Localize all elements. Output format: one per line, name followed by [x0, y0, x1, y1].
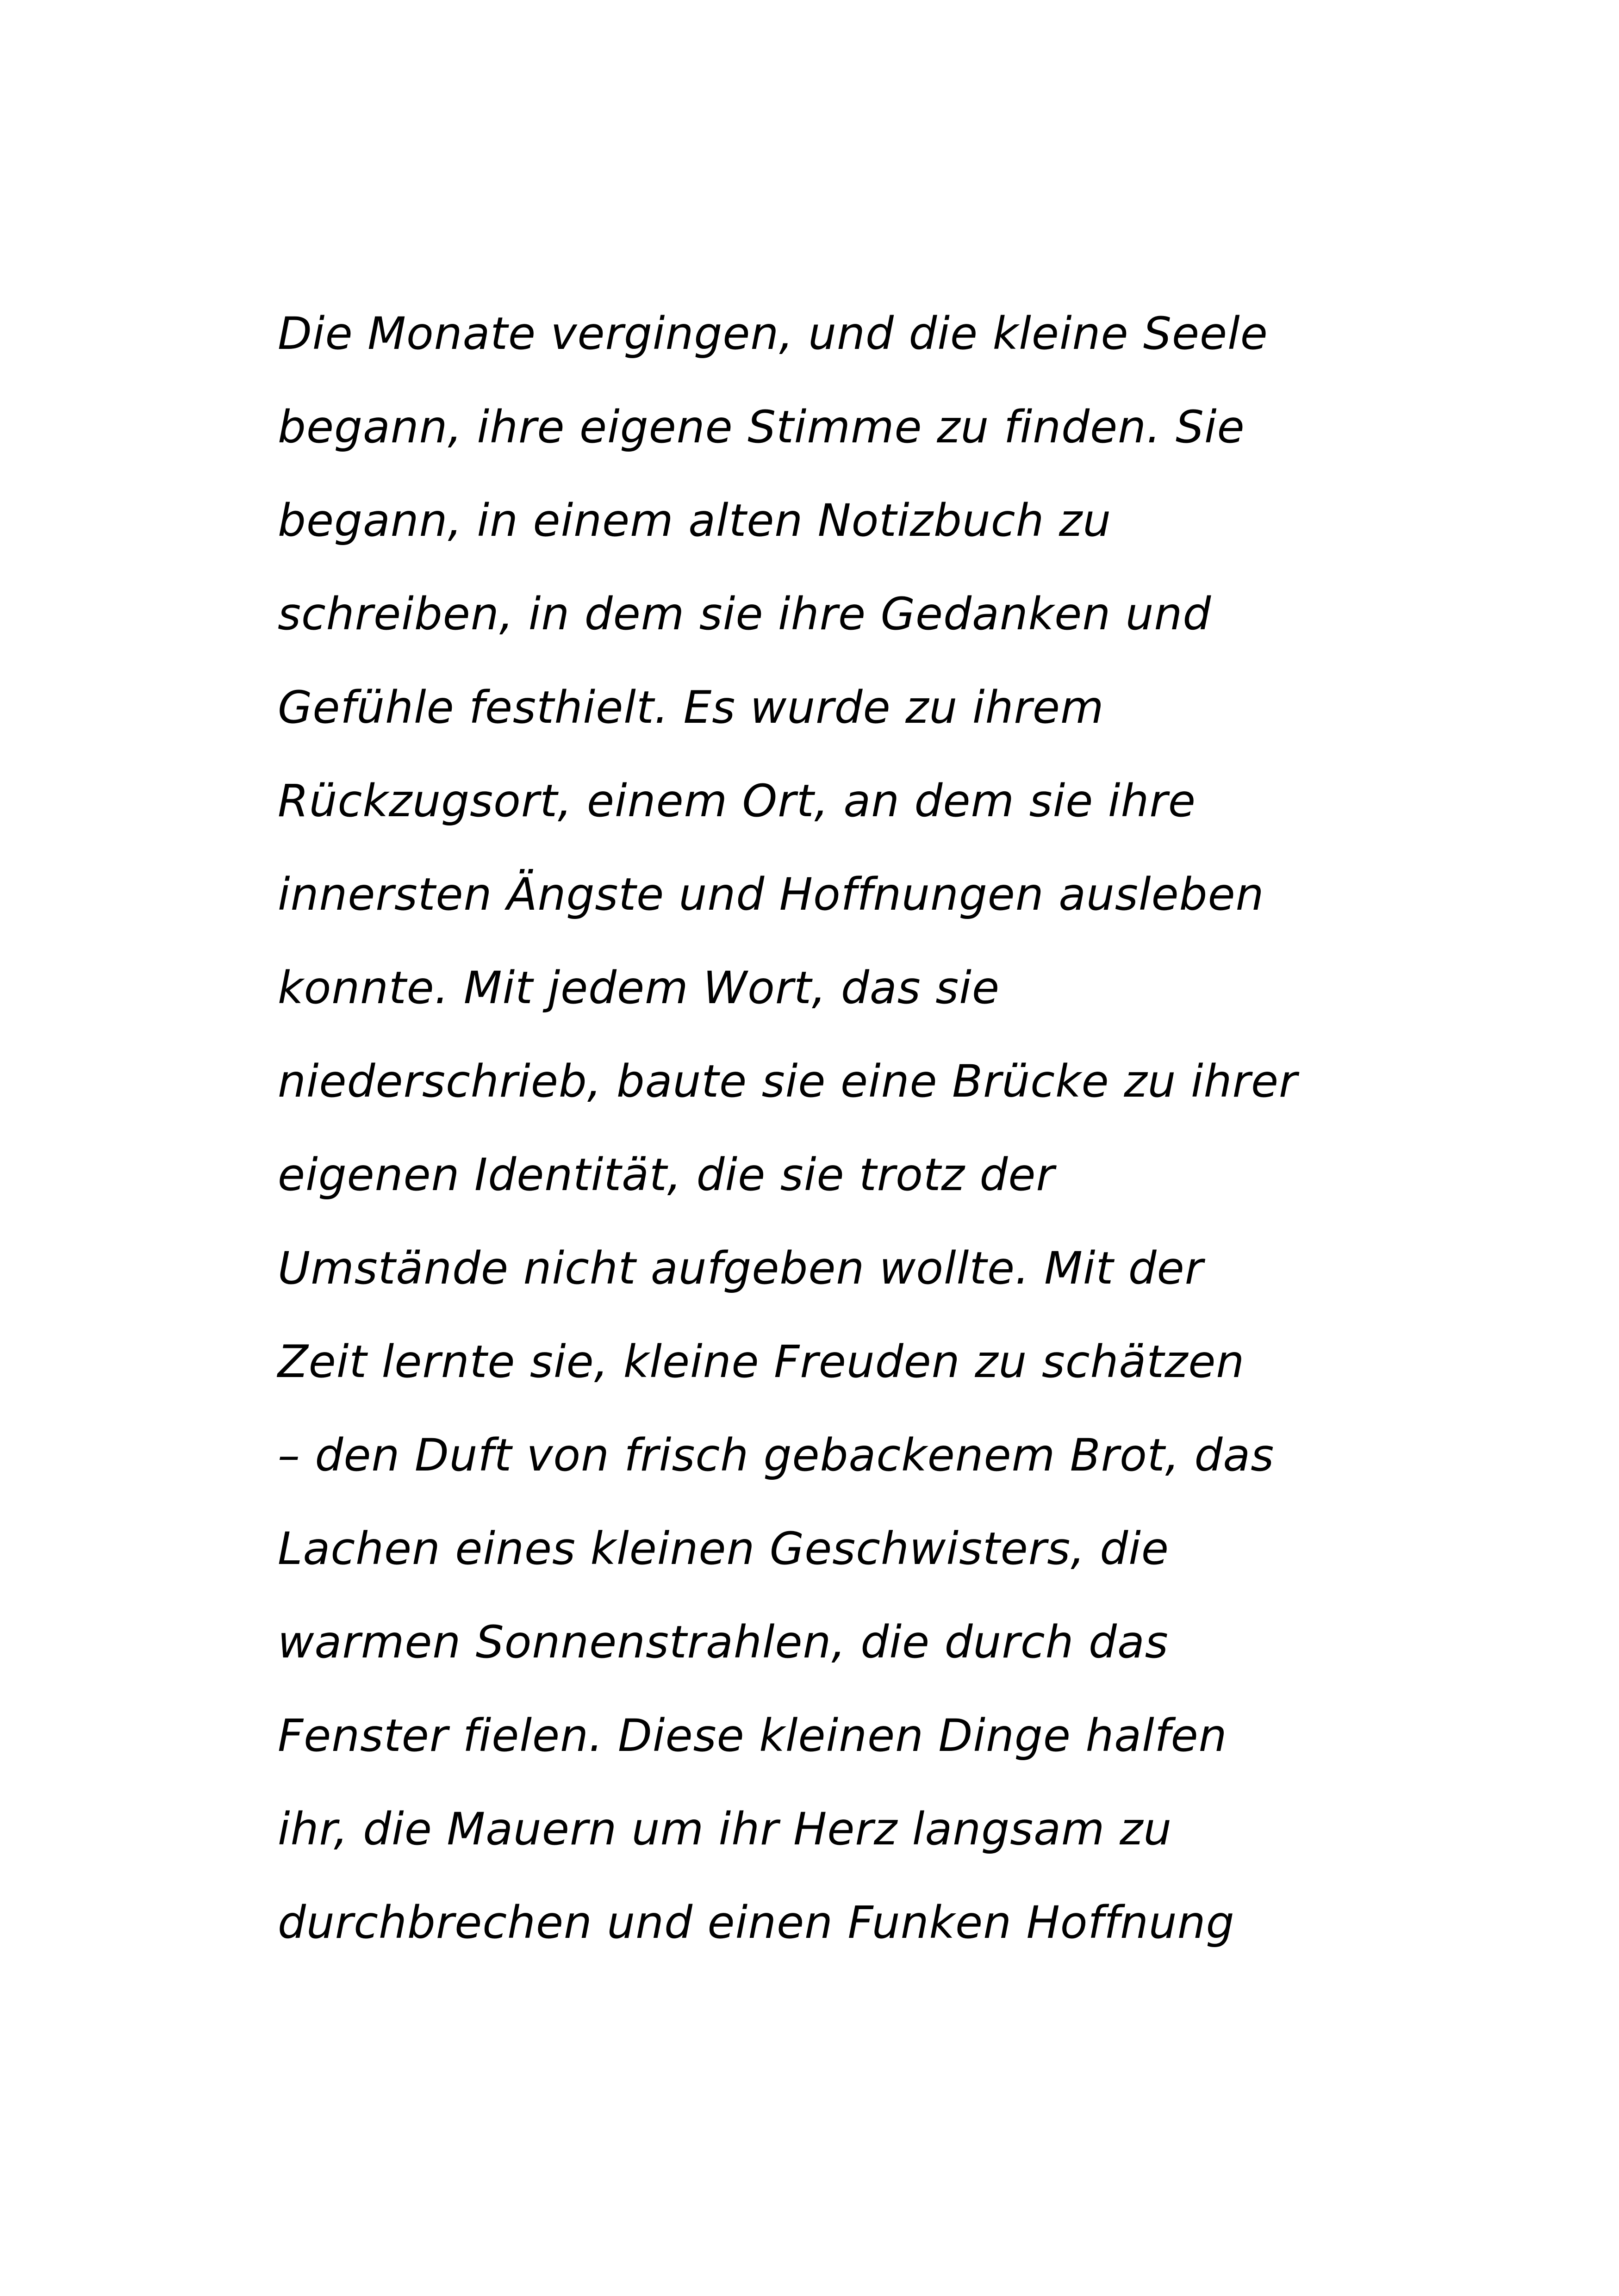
text-line-1: Die Monate vergingen, und die kleine Seele	[278, 308, 1268, 360]
text-line-4: schreiben, in dem sie ihre Gedanken und	[278, 588, 1212, 640]
text-line-2: begann, ihre eigene Stimme zu finden. Sie	[278, 401, 1245, 453]
text-line-8: konnte. Mit jedem Wort, das sie	[278, 962, 1000, 1014]
text-line-13: – den Duft von frisch gebackenem Brot, das	[278, 1429, 1275, 1481]
text-line-18: durchbrechen und einen Funken Hoffnung	[278, 1897, 1235, 1948]
text-line-16: Fenster fielen. Diese kleinen Dinge halfen	[278, 1710, 1227, 1762]
text-line-11: Umstände nicht aufgeben wollte. Mit der	[278, 1242, 1204, 1294]
text-line-12: Zeit lernte sie, kleine Freuden zu schätzen	[278, 1336, 1245, 1388]
text-line-10: eigenen Identität, die sie trotz der	[278, 1149, 1055, 1201]
text-line-14: Lachen eines kleinen Geschwisters, die	[278, 1523, 1169, 1575]
text-line-6: Rückzugsort, einem Ort, an dem sie ihre	[278, 775, 1196, 827]
text-line-3: begann, in einem alten Notizbuch zu	[278, 495, 1112, 546]
body-text	[278, 287, 1389, 1969]
text-line-9: niederschrieb, baute sie eine Brücke zu ihrer	[278, 1055, 1298, 1107]
text-line-7: innersten Ängste und Hoffnungen ausleben	[278, 869, 1264, 920]
text-line-17: ihr, die Mauern um ihr Herz langsam zu	[278, 1803, 1172, 1855]
text-line-5: Gefühle festhielt. Es wurde zu ihrem	[278, 682, 1104, 733]
text-line-15: warmen Sonnenstrahlen, die durch das	[278, 1616, 1169, 1668]
